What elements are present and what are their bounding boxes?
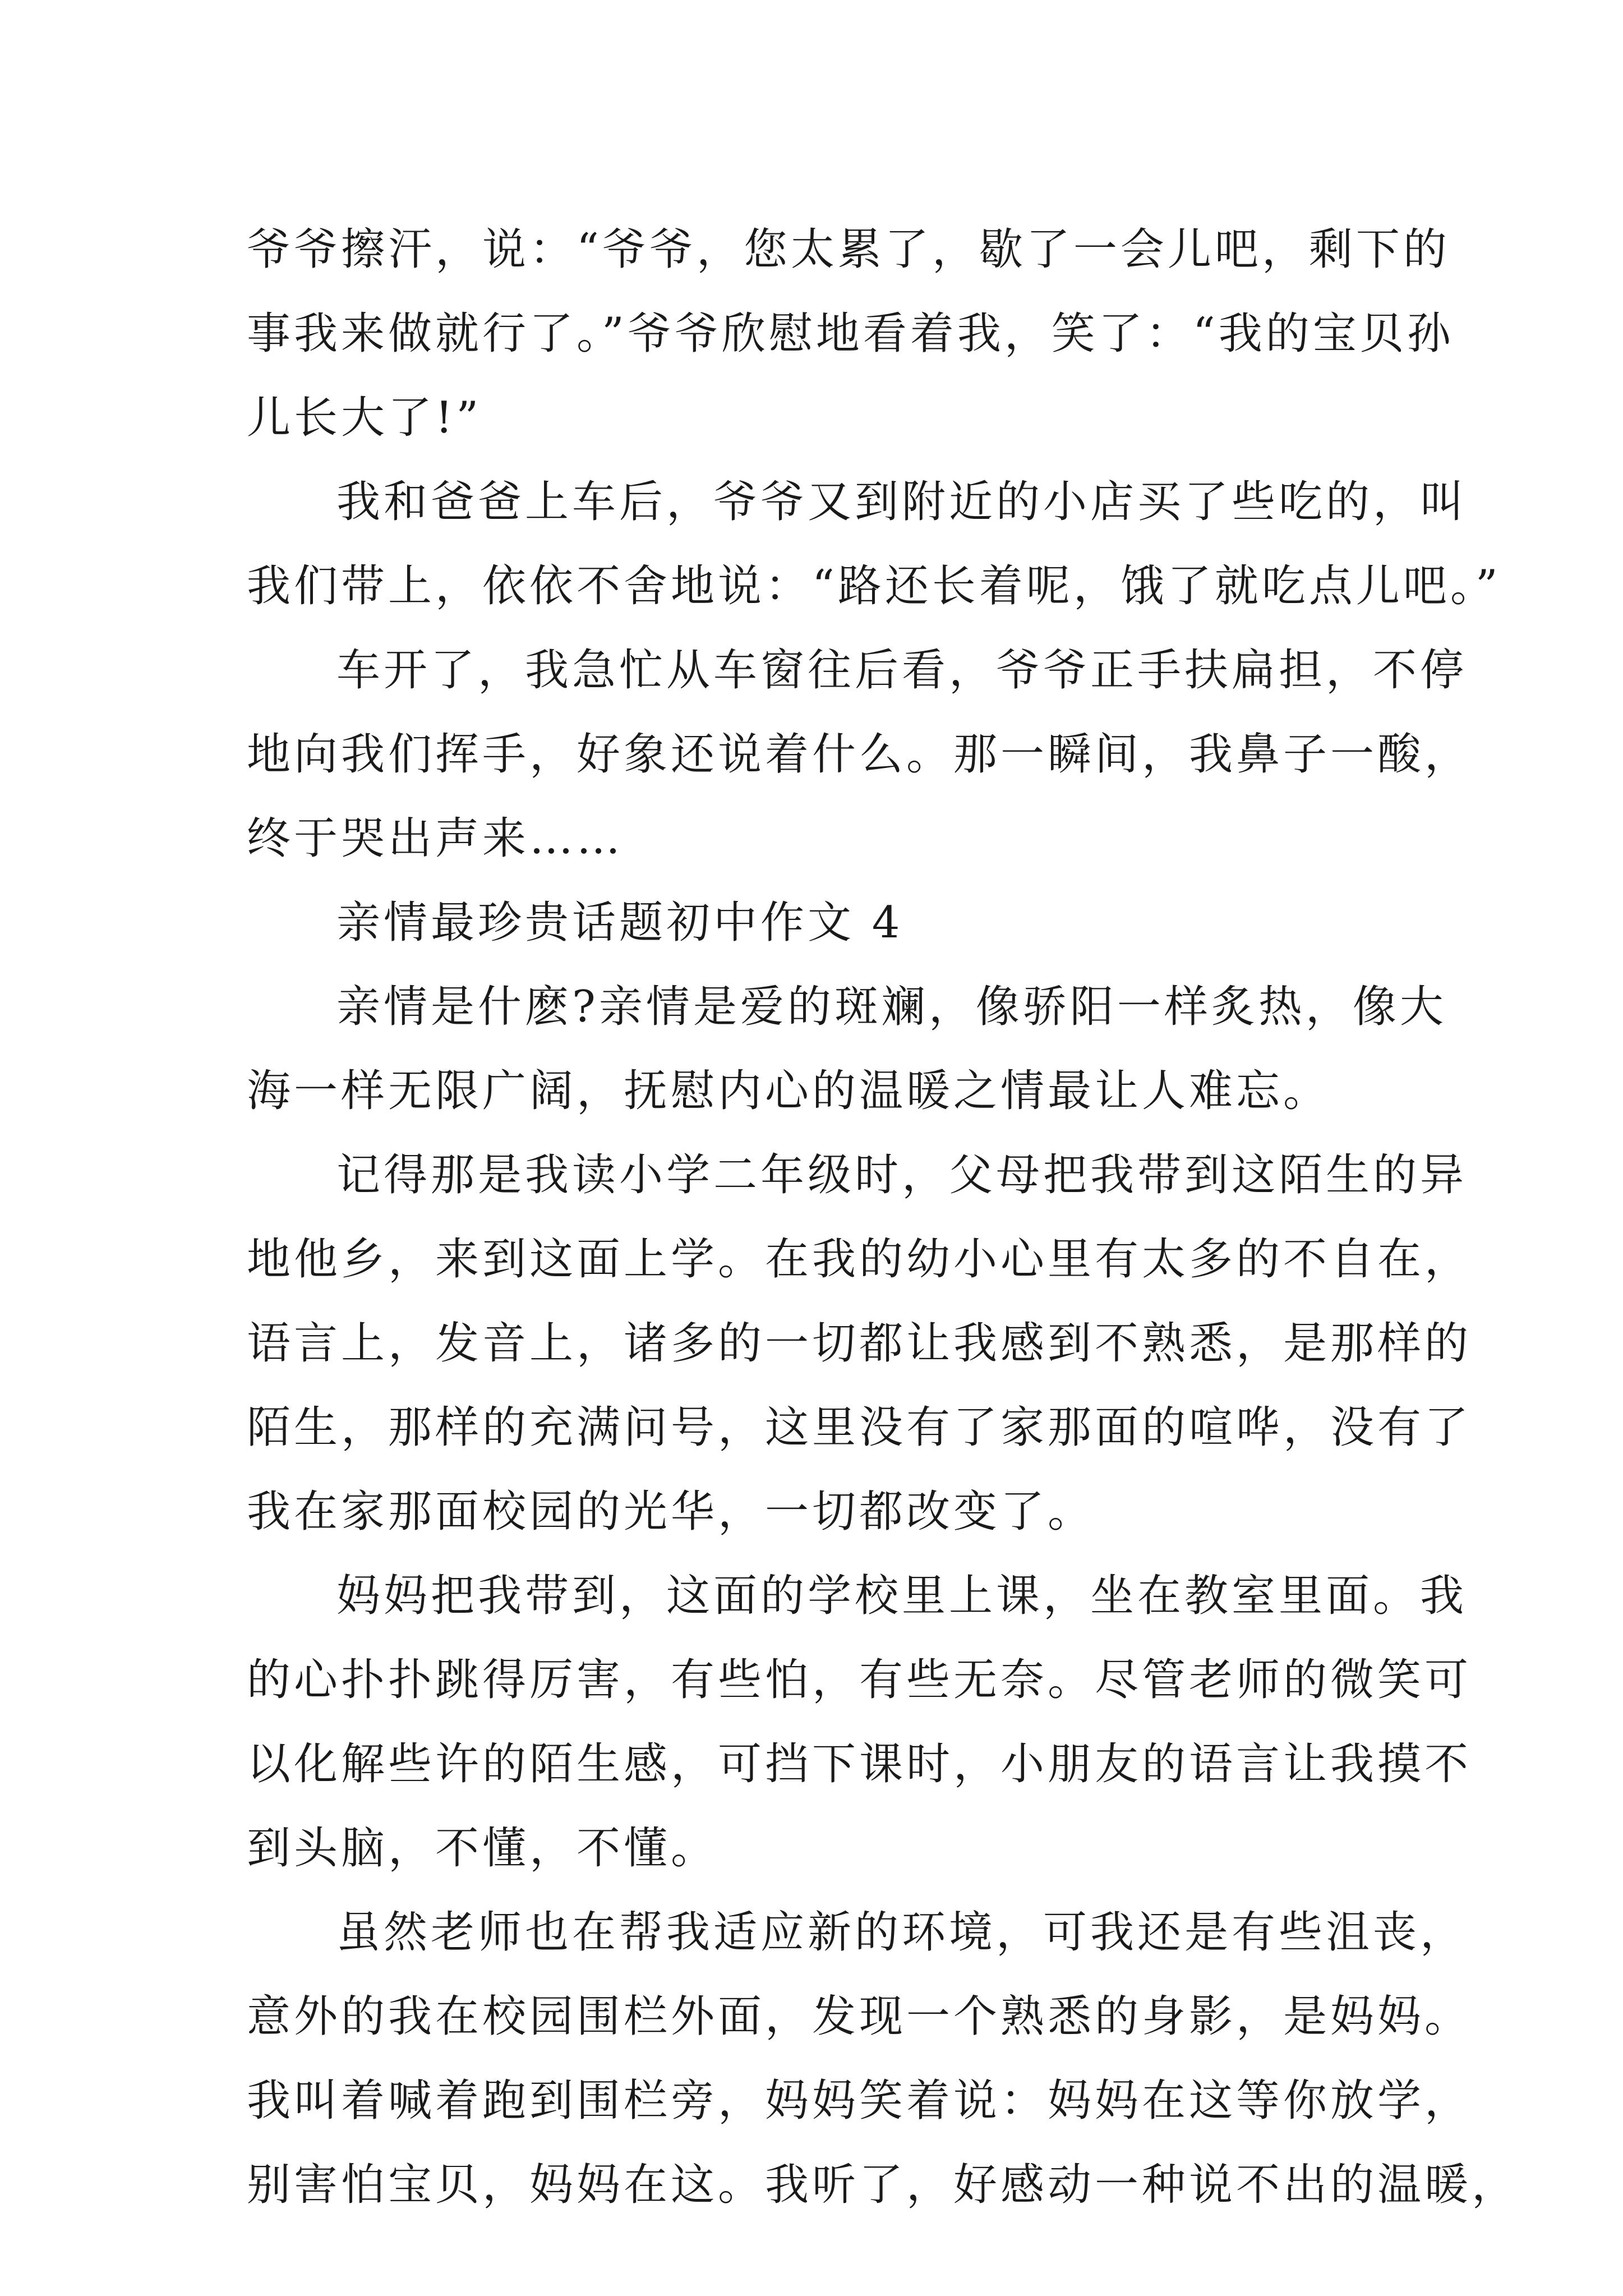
text-line-15: 陌生，那样的充满问号，这里没有了家那面的喧哗，没有了 [247,1402,1472,1453]
text-line-21: 虽然老师也在帮我适应新的环境，可我还是有些沮丧， [336,1907,1468,1958]
text-line-5: 我们带上，依依不舍地说：“路还长着呢，饿了就吃点儿吧。” [247,561,1501,611]
text-line-11: 海一样无限广阔，抚慰内心的温暖之情最让人难忘。 [247,1066,1331,1116]
text-line-19: 以化解些许的陌生感，可挡下课时，小朋友的语言让我摸不 [247,1739,1472,1789]
text-line-12: 记得那是我读小学二年级时，父母把我带到这陌生的异 [336,1150,1468,1200]
text-line-1: 爷爷擦汗，说：“爷爷，您太累了，歇了一会儿吧，剩下的 [247,224,1450,275]
text-line-7: 地向我们挥手，好象还说着什么。那一瞬间，我鼻子一酸， [247,729,1472,780]
text-line-8: 终于哭出声来…… [247,813,624,864]
text-line-22: 意外的我在校园围栏外面，发现一个熟悉的身影，是妈妈。 [247,1991,1472,2042]
text-line-4: 我和爸爸上车后，爷爷又到附近的小店买了些吃的，叫 [336,477,1468,527]
essay-body [247,208,1519,2227]
text-line-13: 地他乡，来到这面上学。在我的幼小心里有太多的不自在， [247,1234,1472,1285]
text-line-10: 亲情是什麽?亲情是爱的斑斓，像骄阳一样炙热，像大 [336,982,1447,1032]
text-line-14: 语言上，发音上，诸多的一切都让我感到不熟悉，是那样的 [247,1318,1472,1369]
text-line-2: 事我来做就行了。”爷爷欣慰地看着我，笑了：“我的宝贝孙 [247,309,1454,359]
text-line-3: 儿长大了!” [247,393,482,443]
text-line-23: 我叫着喊着跑到围栏旁，妈妈笑着说：妈妈在这等你放学， [247,2076,1472,2126]
text-line-16: 我在家那面校园的光华，一切都改变了。 [247,1487,1095,1537]
text-line-20: 到头脑，不懂，不懂。 [247,1823,718,1874]
text-line-17: 妈妈把我带到，这面的学校里上课，坐在教室里面。我 [336,1571,1468,1621]
section-heading: 亲情最珍贵话题初中作文 4 [336,898,903,948]
text-line-24: 别害怕宝贝，妈妈在这。我听了，好感动一种说不出的温暖， [247,2160,1519,2210]
text-line-6: 车开了，我急忙从车窗往后看，爷爷正手扶扁担，不停 [336,645,1468,696]
text-line-18: 的心扑扑跳得厉害，有些怕，有些无奈。尽管老师的微笑可 [247,1655,1472,1705]
